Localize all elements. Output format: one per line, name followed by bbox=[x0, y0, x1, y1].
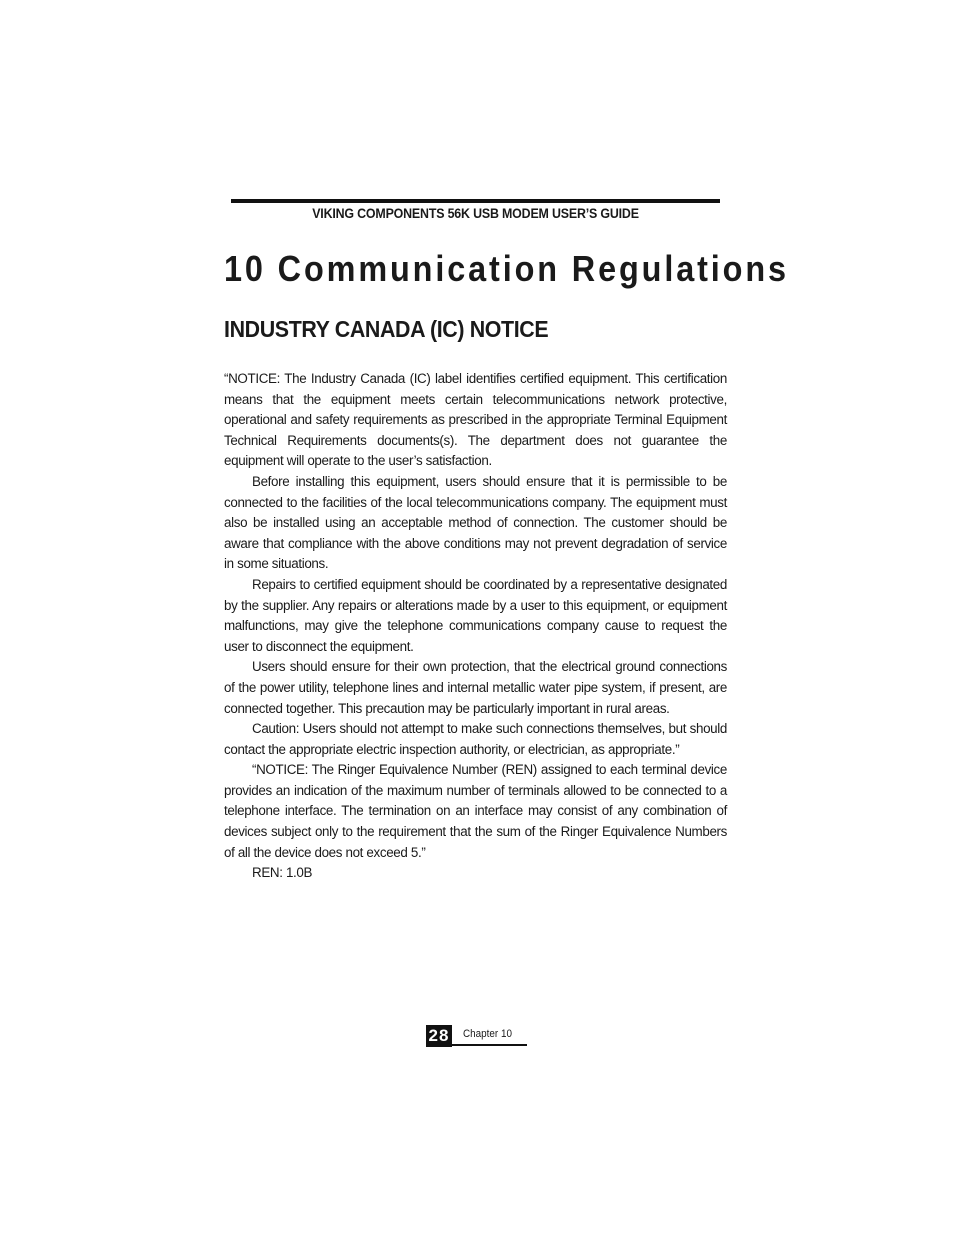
paragraph-ren-value: REN: 1.0B bbox=[252, 865, 313, 881]
section-heading: INDUSTRY CANADA (IC) NOTICE bbox=[224, 316, 549, 342]
footer-chapter-label: Chapter 10 bbox=[463, 1028, 512, 1040]
page-footer bbox=[426, 1025, 527, 1047]
page-number: 28 bbox=[426, 1025, 452, 1047]
paragraph-ren-notice: “NOTICE: The Ringer Equivalence Number (REN) assigned to each terminal device provides an indication of the maximum number of terminals allowed to be connected to a telephone interface. The termination on an interface may consist of any combination of devices subject only to the requirement that the sum of the Ringer Equivalence Numbers of all the device does not exceed 5.” bbox=[224, 762, 727, 860]
paragraph-before-installing: Before installing this equipment, users should ensure that it is permissible to be connected to the facilities of the local telecommunications company. The equipment must also be installed using an acceptable method of connection. The customer should be aware that compliance with the above conditions may not prevent degradation of service in some situations. bbox=[224, 473, 727, 572]
chapter-title: 10 Communication Regulations bbox=[224, 248, 789, 289]
paragraph-repairs: Repairs to certified equipment should be coordinated by a representative designated by the supplier. Any repairs or alterations made by a user to this equipment, or equipment malfunctions, may give the telephone communications company cause to request the user to disconnect the equipment. bbox=[224, 576, 727, 654]
paragraph-ic-notice: “NOTICE: The Industry Canada (IC) label identifies certified equipment. This certification means that the equipment meets certain telecommunications network protective, operational and safety requirements as prescribed in the appropriate Terminal Equipment Technical Requirements documents(s). The department does not guarantee the equipment will operate to the user’s satisfaction. bbox=[224, 371, 727, 469]
running-header: VIKING COMPONENTS 56K USB MODEM USER’S GUIDE bbox=[312, 206, 639, 221]
header-rule bbox=[231, 199, 720, 203]
paragraph-ground-connections: Users should ensure for their own protection, that the electrical ground connections of the power utility, telephone lines and internal metallic water pipe system, if present, are connected together. This precaution may be particularly important in rural areas. bbox=[224, 659, 727, 716]
body-text bbox=[224, 369, 727, 884]
paragraph-caution: Caution: Users should not attempt to make such connections themselves, but should contact the appropriate electric inspection authority, or electrician, as appropriate.” bbox=[224, 721, 727, 757]
footer-rule bbox=[452, 1044, 527, 1046]
